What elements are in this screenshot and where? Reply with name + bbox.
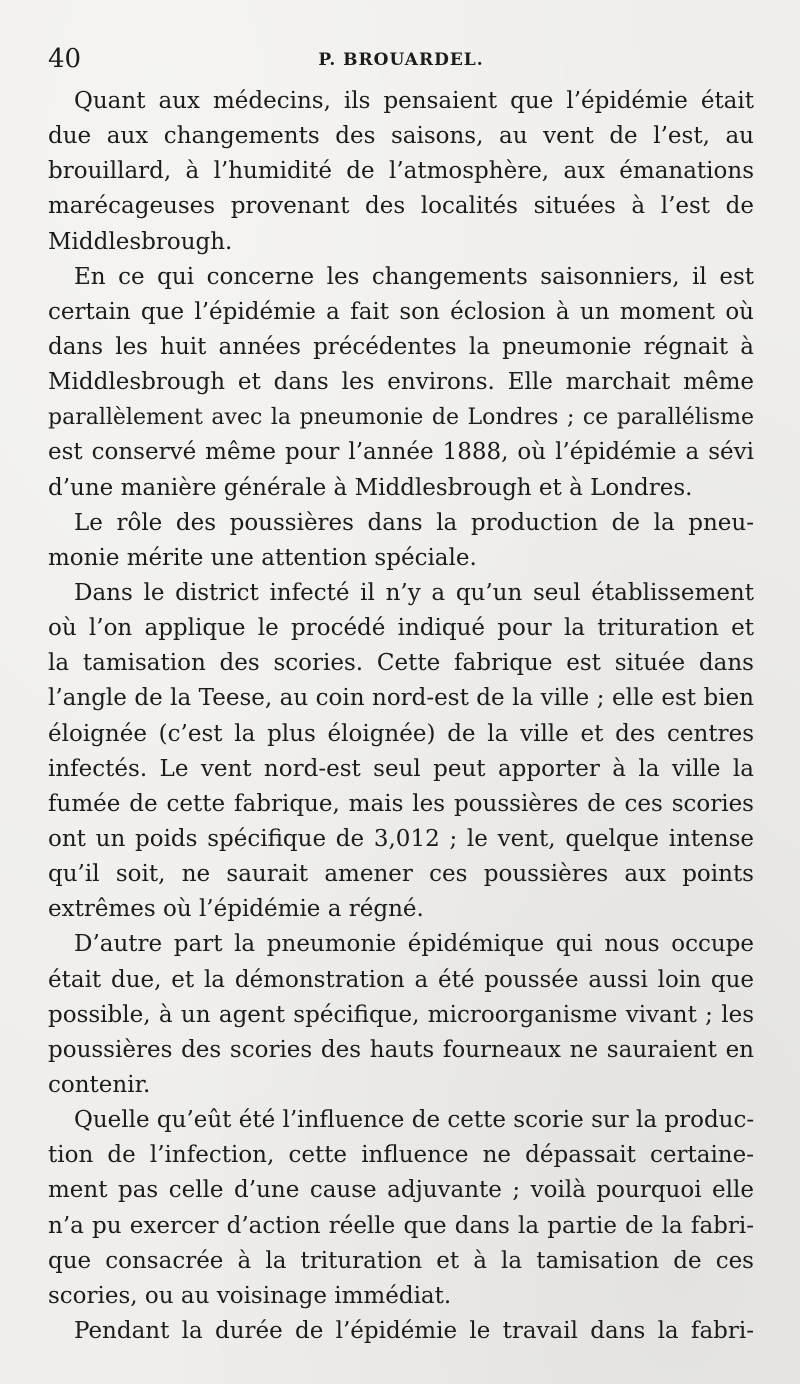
text-line: d’une manière générale à Middlesbrough et à Londres. [48,474,693,501]
text-line: possible, à un agent spécifique, microorganisme vivant ; les [48,1001,754,1028]
text-line: brouillard, à l’humidité de l’atmosphère, aux émanations [48,158,754,185]
text-line: tion de l’infection, cette influence ne dépassait certaine- [48,1142,754,1169]
text-line: fumée de cette fabrique, mais les poussières de ces scories [48,790,754,817]
text-line: contenir. [48,1071,151,1098]
text-line: Middlesbrough et dans les environs. Elle marchait même [48,369,754,396]
text-line: marécageuses provenant des localités situées à l’est de [48,193,754,220]
text-line: certain que l’épidémie a fait son éclosion à un moment où [48,298,754,325]
text-line: était due, et la démonstration a été poussée aussi loin que [48,966,754,993]
text-line: infectés. Le vent nord-est seul peut apporter à la ville la [48,755,754,782]
text-line: due aux changements des saisons, au vent de l’est, au [48,123,754,150]
text-line: Dans le district infecté il n’y a qu’un seul établissement [74,579,754,606]
text-line: Middlesbrough. [48,228,233,255]
text-line: D’autre part la pneumonie épidémique qui nous occupe [74,931,754,958]
text-line: est conservé même pour l’année 1888, où l’épidémie a sévi [48,439,754,466]
text-line: poussières des scories des hauts fourneaux ne sauraient en [48,1036,754,1063]
text-line: extrêmes où l’épidémie a régné. [48,896,424,923]
page-header [48,40,754,80]
body-text [48,84,754,1349]
text-line: qu’il soit, ne saurait amener ces poussières aux points [48,861,754,888]
text-line: ment pas celle d’une cause adjuvante ; voilà pourquoi elle [48,1177,754,1204]
text-line: l’angle de la Teese, au coin nord-est de la ville ; elle est bien [48,685,754,712]
page-number: 40 [48,44,82,74]
text-line: monie mérite une attention spéciale. [48,544,477,571]
text-line: ont un poids spécifique de 3,012 ; le vent, quelque intense [48,825,754,852]
text-line: éloignée (c’est la plus éloignée) de la ville et des centres [48,720,754,747]
text-line: n’a pu exercer d’action réelle que dans la partie de la fabri- [48,1212,754,1239]
text-line: que consacrée à la trituration et à la tamisation de ces [48,1247,754,1274]
text-line: Le rôle des poussières dans la production de la pneu- [74,509,754,536]
text-line: En ce qui concerne les changements saisonniers, il est [74,263,754,290]
text-line: Pendant la durée de l’épidémie le travail dans la fabri- [74,1317,754,1344]
running-head: P. BROUARDEL. [318,50,484,70]
text-line: parallèlement avec la pneumonie de Londres ; ce parallélisme [48,405,754,431]
text-line: dans les huit années précédentes la pneumonie régnait à [48,333,754,360]
text-line: la tamisation des scories. Cette fabrique est située dans [48,650,754,677]
text-line: où l’on applique le procédé indiqué pour la trituration et [48,615,754,642]
text-line: Quelle qu’eût été l’influence de cette scorie sur la produc- [74,1107,754,1134]
text-line: scories, ou au voisinage immédiat. [48,1282,452,1309]
text-line: Quant aux médecins, ils pensaient que l’épidémie était [74,88,754,114]
